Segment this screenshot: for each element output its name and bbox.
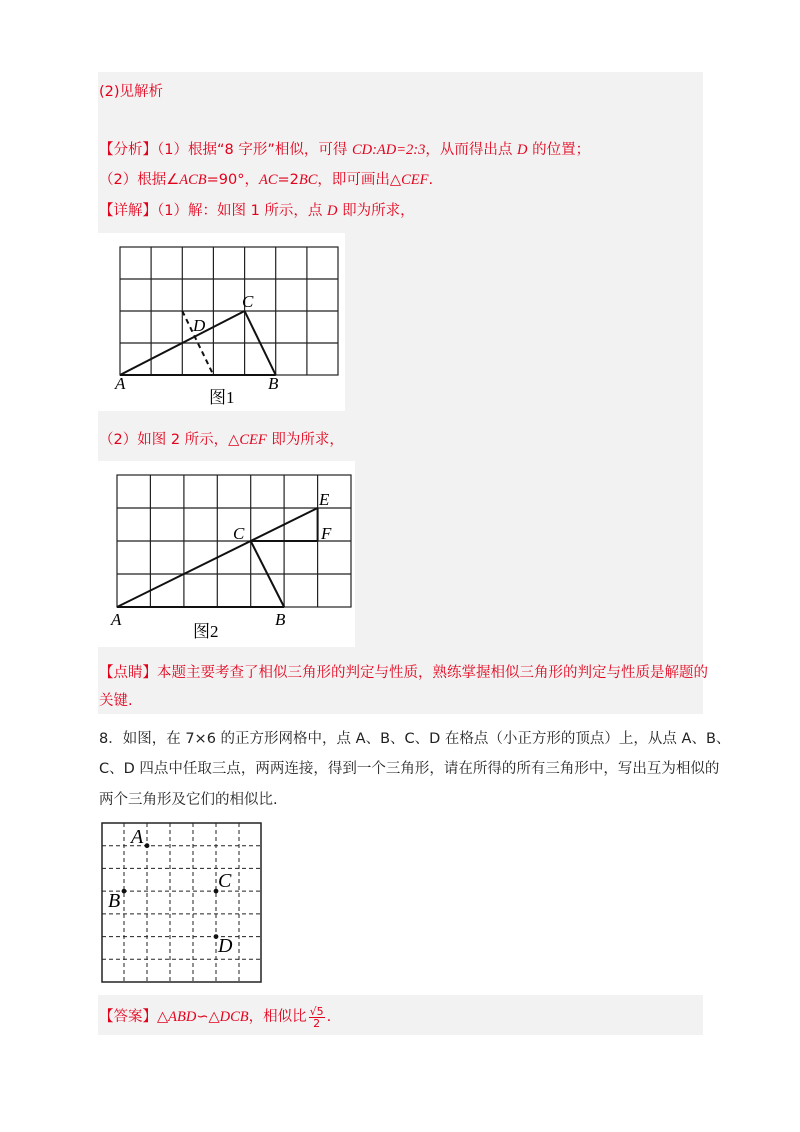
triangle-label: CEF xyxy=(239,432,267,448)
label-e: E xyxy=(319,490,330,509)
point-label: D xyxy=(327,203,338,219)
answer-line xyxy=(99,1005,331,1029)
question-8-line-2: C、D 四点中任取三点，两两连接，得到一个三角形，请在所得的所有三角形中，写出互为相似的 xyxy=(99,761,720,777)
fraction-denominator: 2 xyxy=(313,1016,321,1030)
point-label: D xyxy=(516,142,528,158)
segment-label: BC xyxy=(298,172,318,188)
triangle-label: CEF xyxy=(401,172,429,188)
analysis-text: ，即可画出△ xyxy=(317,172,402,188)
analysis-text: （1）根据“8 字形”相似，可得 xyxy=(157,142,352,158)
question-8-line-1: 8．如图，在 7×6 的正方形网格中，点 A、B、C、D 在格点（小正方形的顶点）上，从点 A、B、 xyxy=(99,731,731,747)
segment-label: AC xyxy=(258,172,278,188)
label-a: A xyxy=(115,374,126,393)
comment-text: 本题主要考查了相似三角形的判定与性质，熟练掌握相似三角形的判定与性质是解题的 xyxy=(157,665,708,681)
label-d: D xyxy=(218,935,233,957)
comment-line-1 xyxy=(99,661,708,682)
analysis-text: ，从而得出点 xyxy=(425,142,517,158)
answer-text: ，相似比 xyxy=(248,1009,307,1025)
answer-tag: 【答案】 xyxy=(99,1009,157,1025)
point-b xyxy=(122,889,127,894)
label-c: C xyxy=(242,292,254,311)
triangle-label: ABD xyxy=(168,1009,197,1025)
q8-grid xyxy=(102,823,261,982)
label-b: B xyxy=(108,890,121,912)
detail-line-2 xyxy=(99,428,344,449)
figure-1-caption: 图1 xyxy=(209,388,235,407)
detail-line-1 xyxy=(99,199,415,220)
triangle-label: DCB xyxy=(219,1009,249,1025)
analysis-line-1 xyxy=(99,138,590,159)
analysis-line-2 xyxy=(99,168,433,189)
label-b: B xyxy=(268,374,279,393)
question-8-line-3: 两个三角形及它们的相似比. xyxy=(99,792,278,808)
ratio-text: CD:AD=2:3 xyxy=(351,142,426,158)
detail-text: 即为所求， xyxy=(266,432,344,448)
analysis-text: 的位置； xyxy=(527,142,591,158)
figure-2 xyxy=(97,461,355,647)
analysis-text: . xyxy=(428,172,434,188)
comment-line-2: 关键. xyxy=(99,693,133,709)
label-a: A xyxy=(111,610,122,629)
label-c: C xyxy=(218,870,232,892)
detail-tag: 【详解】 xyxy=(99,203,157,219)
ratio-fraction xyxy=(309,1006,325,1029)
answer-text: △ xyxy=(157,1009,169,1025)
part2-header: (2)见解析 xyxy=(99,84,164,100)
fraction-numerator: √5 xyxy=(309,1004,324,1018)
q8-border xyxy=(102,823,261,982)
label-a: A xyxy=(131,826,144,848)
figure-1 xyxy=(97,233,345,411)
label-b: B xyxy=(275,610,286,629)
detail-text: （2）如图 2 所示，△ xyxy=(99,432,240,448)
question-8-figure xyxy=(100,821,265,985)
label-f: F xyxy=(321,524,332,543)
answer-text: . xyxy=(326,1009,332,1025)
detail-text: （1）解：如图 1 所示，点 xyxy=(157,203,328,219)
point-a xyxy=(145,843,150,848)
label-d: D xyxy=(193,316,206,335)
analysis-tag: 【分析】 xyxy=(99,142,157,158)
analysis-text: =2 xyxy=(277,172,299,188)
analysis-text: （2）根据∠ xyxy=(99,172,180,188)
comment-tag: 【点睛】 xyxy=(99,665,157,681)
detail-text: 即为所求， xyxy=(337,203,415,219)
label-c: C xyxy=(233,524,245,543)
figure-2-caption: 图2 xyxy=(193,622,219,641)
analysis-text: =90°， xyxy=(206,172,259,188)
angle-label: ACB xyxy=(179,172,207,188)
similar-symbol: ∽△ xyxy=(196,1009,220,1025)
